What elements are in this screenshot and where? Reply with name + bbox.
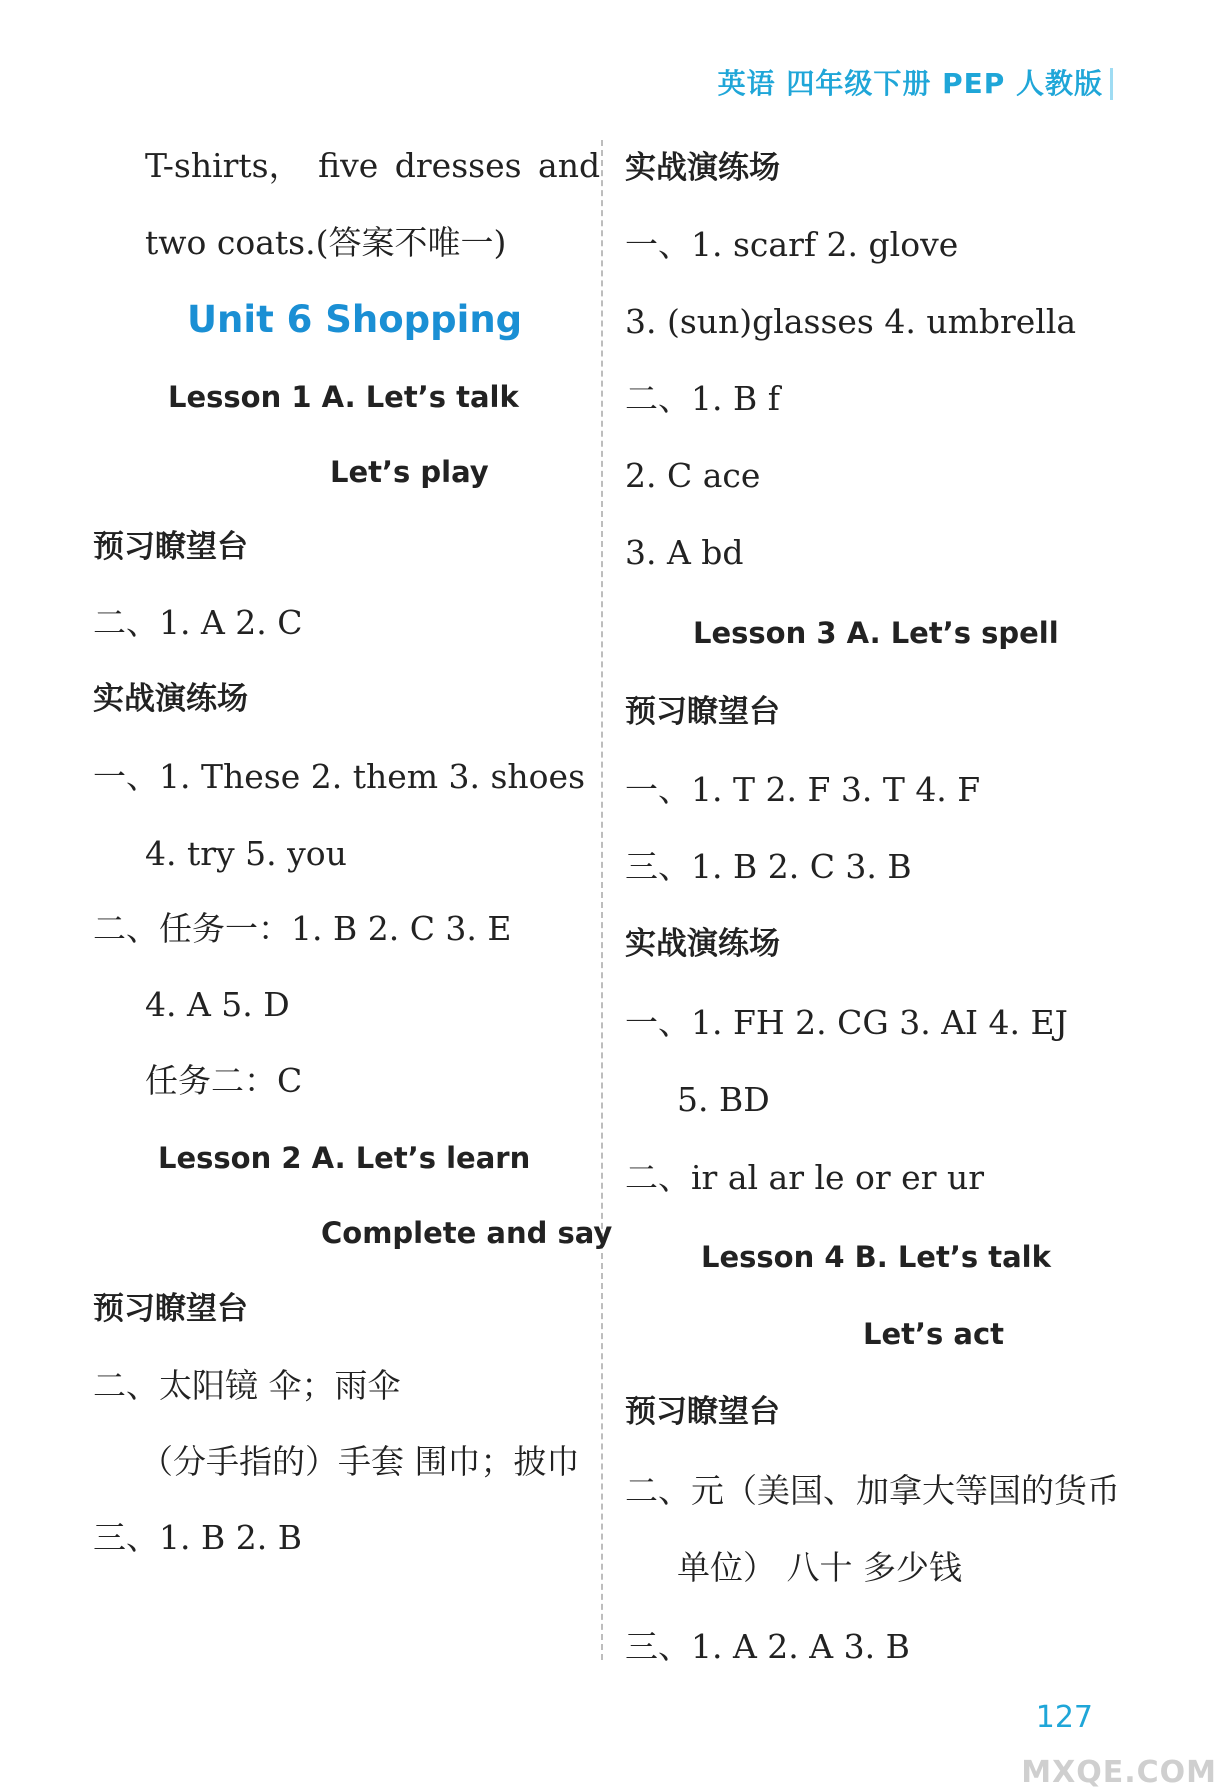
page-header: 英语 四年级下册 PEP 人教版	[717, 67, 1103, 100]
answer-line: 二、ir al ar le or er ur	[625, 1158, 985, 1197]
lesson-title: Lesson 2 A. Let’s learn	[158, 1141, 531, 1175]
lesson-subtitle: Let’s act	[863, 1317, 1005, 1351]
answer-line: 3. A bd	[625, 533, 744, 572]
answer-line: 一、1. scarf 2. glove	[625, 225, 959, 264]
answer-line: 三、1. A 2. A 3. B	[625, 1627, 910, 1666]
answer-line: 任务二：C	[145, 1061, 303, 1100]
lesson-subtitle: Complete and say	[321, 1216, 613, 1250]
header-accent-bar	[1110, 68, 1113, 100]
section-heading: 实战演练场	[625, 926, 780, 962]
lesson-title: Lesson 4 B. Let’s talk	[701, 1240, 1051, 1274]
answer-line: 二、元（美国、加拿大等国的货币	[625, 1471, 1120, 1510]
answer-line: 4. try 5. you	[145, 834, 347, 873]
section-heading: 预习瞭望台	[93, 1291, 248, 1327]
answer-line: 一、1. These 2. them 3. shoes	[93, 757, 586, 796]
answer-line: T-shirts， five dresses and	[145, 146, 601, 185]
answer-line: 二、1. B f	[625, 379, 780, 418]
answer-line: 三、1. B 2. B	[93, 1518, 302, 1557]
answer-line: 二、1. A 2. C	[93, 603, 303, 642]
answer-line: （分手指的）手套 围巾；披巾	[140, 1442, 580, 1481]
lesson-title: Lesson 3 A. Let’s spell	[693, 616, 1059, 650]
answer-line: 二、任务一：1. B 2. C 3. E	[93, 909, 512, 948]
column-divider	[601, 140, 603, 1660]
answer-line: 单位） 八十 多少钱	[677, 1548, 962, 1587]
answer-line: 一、1. T 2. F 3. T 4. F	[625, 770, 981, 809]
answer-line: 三、1. B 2. C 3. B	[625, 847, 912, 886]
watermark: MXQE.COM	[1021, 1755, 1217, 1790]
lesson-title: Lesson 1 A. Let’s talk	[168, 380, 519, 414]
unit-title: Unit 6 Shopping	[187, 298, 523, 341]
answer-line: 5. BD	[677, 1080, 770, 1119]
answer-line: 2. C ace	[625, 456, 761, 495]
answer-line: 4. A 5. D	[145, 985, 290, 1024]
page-number: 127	[1035, 1700, 1093, 1735]
answer-line: 二、太阳镜 伞；雨伞	[93, 1366, 401, 1405]
section-heading: 实战演练场	[93, 681, 248, 717]
answer-line: 一、1. FH 2. CG 3. AI 4. EJ	[625, 1003, 1068, 1042]
answer-line: 3. (sun)glasses 4. umbrella	[625, 302, 1077, 341]
lesson-subtitle: Let’s play	[330, 455, 489, 489]
section-heading: 预习瞭望台	[625, 694, 780, 730]
answer-line: two coats.(答案不唯一)	[145, 223, 507, 262]
section-heading: 实战演练场	[625, 150, 780, 186]
section-heading: 预习瞭望台	[93, 529, 248, 565]
section-heading: 预习瞭望台	[625, 1394, 780, 1430]
